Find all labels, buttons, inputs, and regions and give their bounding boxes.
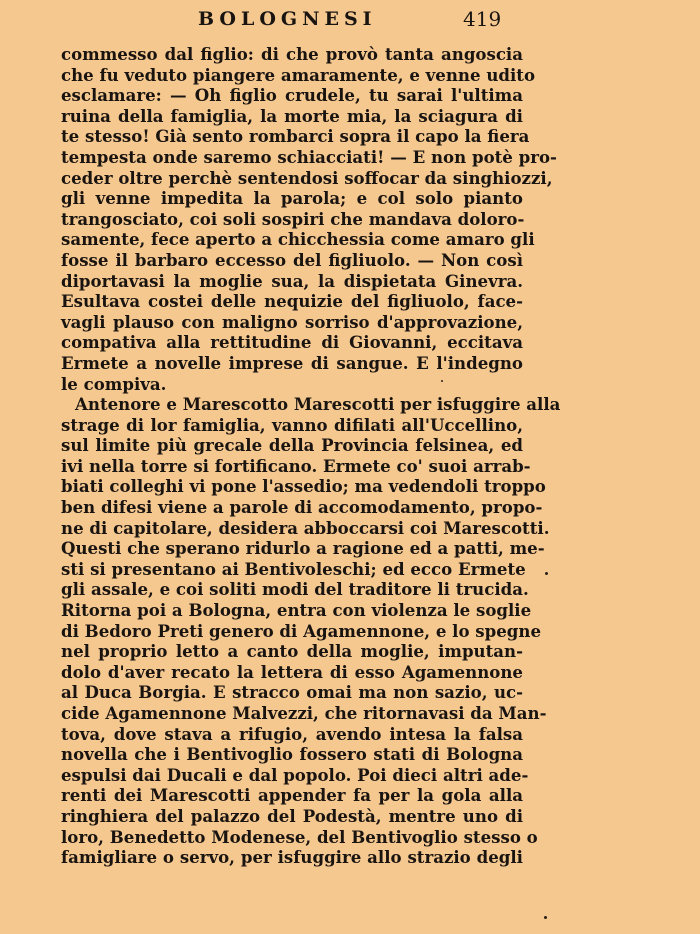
text-line: vagli plauso con maligno sorriso d'approvazione, — [61, 311, 523, 332]
print-speck — [441, 380, 443, 382]
text-line: biati colleghi vi pone l'assedio; ma vedendoli troppo — [61, 476, 546, 497]
text-line: te stesso! Già sento rombarci sopra il capo la fiera — [61, 126, 530, 147]
running-title: BOLOGNESI — [198, 8, 377, 30]
text-line: dolo d'aver recato la lettera di esso Agamennone — [61, 661, 523, 682]
text-line: Questi che sperano ridurlo a ragione ed a patti, me- — [61, 538, 545, 559]
text-line: ivi nella torre si fortificano. Ermete co' suoi arrab- — [61, 455, 531, 476]
text-line: espulsi dai Ducali e dal popolo. Poi dieci altri ade- — [61, 764, 529, 785]
text-line: famigliare o servo, per isfuggire allo strazio degli — [61, 847, 523, 868]
text-line: gli assale, e coi soliti modi del traditore li trucida. — [61, 579, 529, 600]
paragraph-start-line: Antenore e Marescotto Marescotti per isfuggire alla — [75, 394, 561, 415]
text-line: esclamare: — Oh figlio crudele, tu sarai l'ultima — [61, 85, 523, 106]
paragraph-end-line: le compiva. — [61, 373, 167, 394]
text-line: ceder oltre perchè sentendosi soffocar da singhiozzi, — [61, 167, 553, 188]
text-line: commesso dal figlio: di che provò tanta angoscia — [61, 44, 523, 64]
text-line: al Duca Borgia. E stracco omai ma non sazio, uc- — [61, 682, 523, 703]
print-speck — [545, 572, 548, 575]
text-line: che fu veduto piangere amaramente, e venne udito — [61, 64, 536, 85]
text-line: tova, dove stava a rifugio, avendo intesa la falsa — [61, 723, 523, 744]
text-line: diportavasi la moglie sua, la dispietata Ginevra. — [61, 270, 523, 291]
text-line: trangosciato, coi soli sospiri che mandava doloro- — [61, 208, 525, 229]
text-line: Esultava costei delle nequizie del figliuolo, face- — [61, 291, 523, 312]
text-line: ben difesi viene a parole di accomodamento, propo- — [61, 497, 543, 518]
text-line: ringhiera del palazzo del Podestà, mentre uno di — [61, 805, 523, 826]
text-line: di Bedoro Preti genero di Agamennone, e lo spegne — [61, 620, 542, 641]
text-line: loro, Benedetto Modenese, del Bentivoglio stesso o — [61, 826, 538, 847]
text-line: samente, fece aperto a chicchessia come amaro gli — [61, 229, 535, 250]
text-line: sti si presentano ai Bentivoleschi; ed ecco Ermete — [61, 558, 526, 579]
text-line: fosse il barbaro eccesso del figliuolo. — Non così — [61, 249, 523, 270]
text-line: Ritorna poi a Bologna, entra con violenza le soglie — [61, 600, 532, 621]
text-line: ruina della famiglia, la morte mia, la sciagura di — [61, 105, 523, 126]
text-line: ne di capitolare, desidera abboccarsi coi Marescotti. — [61, 517, 550, 538]
page-number: 419 — [463, 7, 502, 31]
text-line: compativa alla rettitudine di Giovanni, eccitava — [61, 332, 523, 353]
text-line: renti dei Marescotti appender fa per la gola alla — [61, 785, 523, 806]
text-line: strage di lor famiglia, vanno difilati all'Uccellino, — [61, 414, 523, 435]
text-line: tempesta onde saremo schiacciati! — E non potè pro- — [61, 146, 557, 167]
body-text — [61, 44, 561, 868]
text-line: novella che i Bentivoglio fossero stati di Bologna — [61, 744, 523, 765]
text-line: sul limite più grecale della Provincia felsinea, ed — [61, 435, 523, 456]
text-line: Ermete a novelle imprese di sangue. E l'indegno — [61, 352, 523, 373]
text-line: gli venne impedita la parola; e col solo pianto — [61, 188, 523, 209]
text-line: cide Agamennone Malvezzi, che ritornavasi da Man- — [61, 703, 547, 723]
text-line: nel proprio letto a canto della moglie, imputan- — [61, 641, 523, 662]
print-speck — [544, 916, 547, 919]
